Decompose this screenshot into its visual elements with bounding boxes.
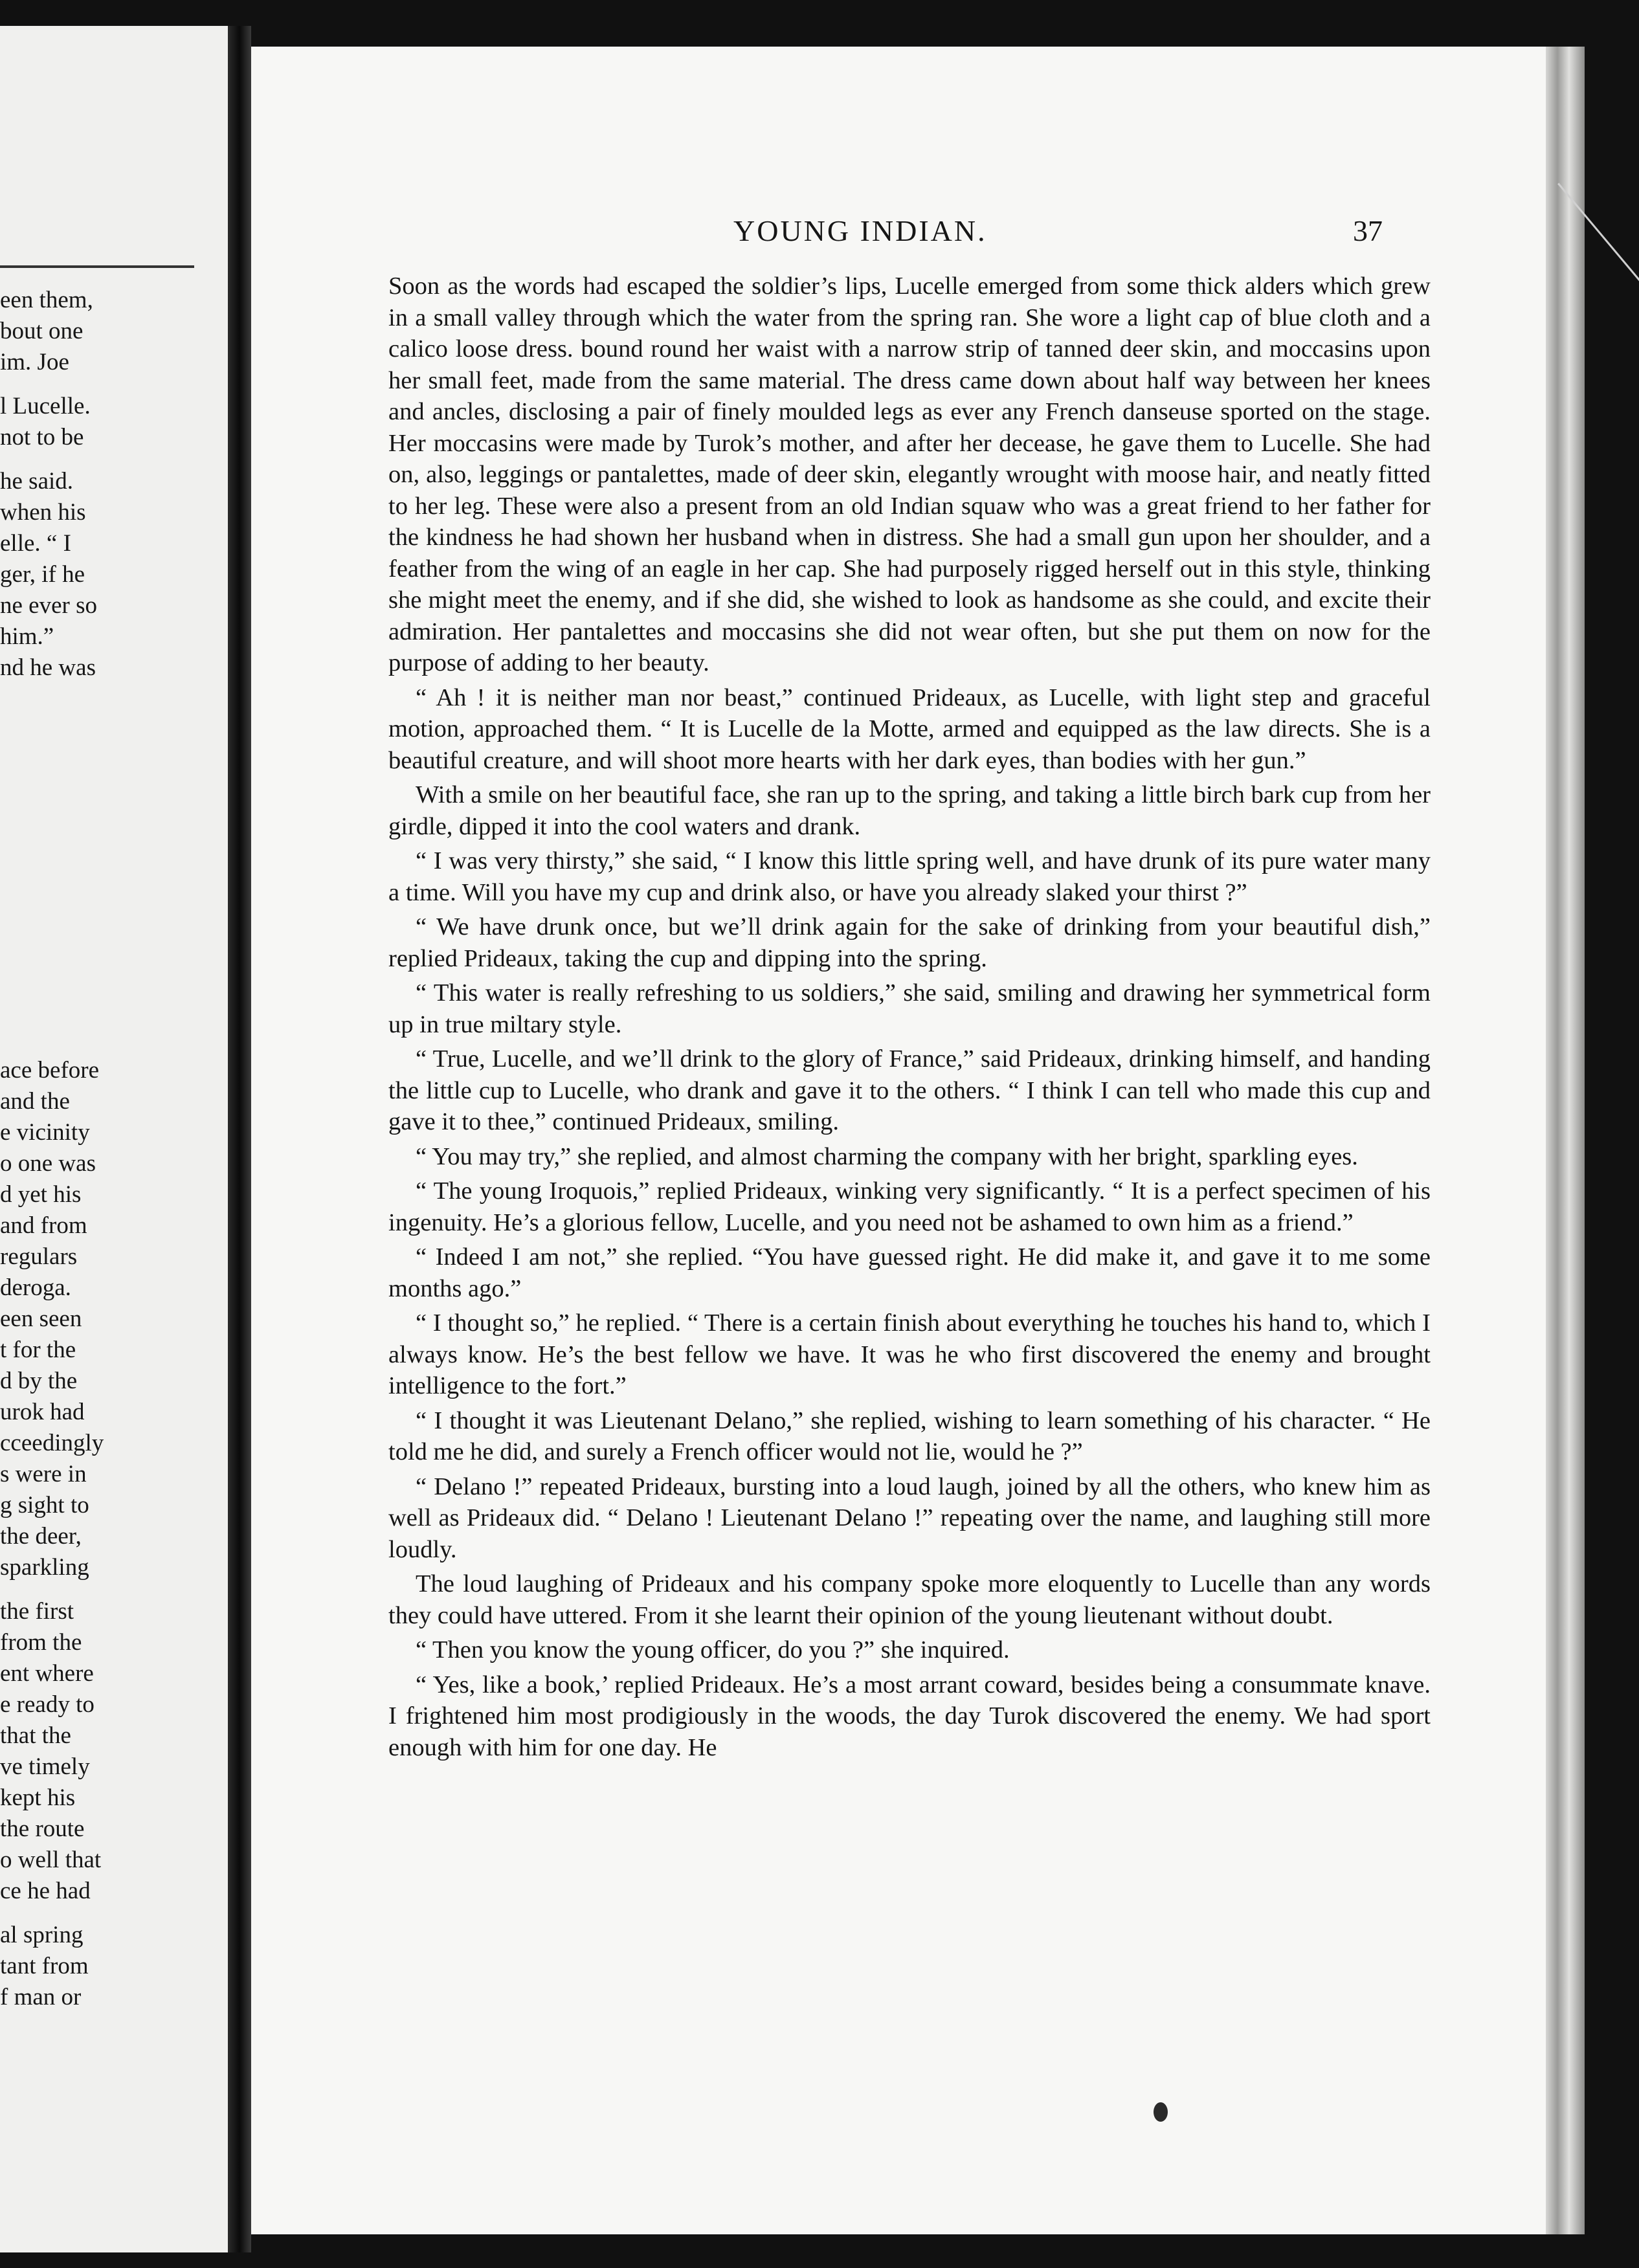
facing-page-line: cceedingly bbox=[0, 1430, 104, 1456]
page-stack-edge bbox=[1546, 47, 1585, 2234]
ink-blemish bbox=[1154, 2102, 1168, 2122]
page-header bbox=[251, 214, 1546, 259]
facing-page-line: ce he had bbox=[0, 1878, 91, 1904]
facing-page-line: e ready to bbox=[0, 1691, 95, 1718]
paragraph: “ Delano !” repeated Prideaux, bursting into a loud laugh, joined by all the others, who knew him as well as Prideaux did. “ Delano ! Lieutenant Delano !” repeating over the name, and laughing still more loudly. bbox=[388, 1473, 1431, 1563]
paragraph: “ I thought it was Lieutenant Delano,” she replied, wishing to learn something of his character. “ He told me he did, and surely a French officer would not lie, would he ?” bbox=[388, 1406, 1431, 1465]
facing-page-line: that the bbox=[0, 1722, 71, 1749]
facing-page-line: he said. bbox=[0, 468, 74, 495]
paragraph: “ The young Iroquois,” replied Prideaux, winking very significantly. “ It is a perfect specimen of his ingenuity. He’s a glorious fellow, Lucelle, and you need not be ashamed to own him as a friend.” bbox=[388, 1177, 1431, 1236]
facing-page-line: g sight to bbox=[0, 1492, 89, 1518]
paragraph: “ Then you know the young officer, do you ?” she inquired. bbox=[416, 1636, 1010, 1663]
facing-page-header-rule bbox=[0, 265, 194, 268]
paragraph: “ You may try,” she replied, and almost charming the company with her bright, sparkling eyes. bbox=[416, 1142, 1358, 1170]
facing-page-line: the deer, bbox=[0, 1523, 82, 1550]
facing-page-line: o well that bbox=[0, 1847, 102, 1873]
facing-page-line: urok had bbox=[0, 1399, 85, 1425]
facing-page-line: s were in bbox=[0, 1461, 87, 1487]
facing-page-line: from the bbox=[0, 1629, 82, 1656]
facing-page-line: o one was bbox=[0, 1150, 96, 1177]
facing-page-line: kept his bbox=[0, 1784, 76, 1811]
running-head: YOUNG INDIAN. bbox=[733, 214, 987, 247]
facing-page-line: al spring bbox=[0, 1922, 84, 1948]
facing-page-line: ne ever so bbox=[0, 592, 97, 619]
facing-page-line: the first bbox=[0, 1598, 74, 1625]
facing-page-line: t for the bbox=[0, 1337, 76, 1363]
page-number: 37 bbox=[1353, 214, 1383, 247]
facing-page-line: d yet his bbox=[0, 1181, 82, 1208]
facing-page-fragment bbox=[0, 26, 228, 2252]
paragraph: “ True, Lucelle, and we’ll drink to the glory of France,” said Prideaux, drinking himself, and handing the little cup to Lucelle, who drank and gave it to the others. “ I think I can tell who made this cup and gave it to thee,” continued Prideaux, smiling. bbox=[388, 1045, 1431, 1135]
paragraph: Soon as the words had escaped the soldier’s lips, Lucelle emerged from some thick alders which grew in a small valley through which the water from the spring ran. She wore a light cap of blue cloth and a calico loose dress. bound round her waist with a narrow strip of tanned deer skin, and moccasins upon her small feet, made from the same material. The dress came down about half way between her knees and ancles, disclosing a pair of finely moulded legs as ever any French danseuse sported on the stage. Her moccasins were made by Turok’s mother, and after her decease, he gave them to Lucelle. She had on, also, leggings or pantalettes, made of deer skin, elegantly wrought with moose hair, and neatly fitted to her leg. These were also a present from an old Indian squaw who was a great friend to her father for the kindness he had shown her husband when in distress. She had a small gun upon her shoulder, and a feather from the wing of an eagle in her cap. She had purposely rigged herself out in this style, thinking she might meet the enemy, and if she did, she wished to look as handsome as she could, and excite their admiration. Her pantalettes and moccasins she did not wear often, but she put them on now for the purpose of adding to her beauty. bbox=[388, 272, 1431, 676]
facing-page-line: and the bbox=[0, 1088, 70, 1115]
paragraph: “ I thought so,” he replied. “ There is a certain finish about everything he touches his hand to, which I always know. He’s the best fellow we have. It was he who first discovered the enemy and brought intelligence to the fort.” bbox=[388, 1309, 1431, 1399]
facing-page-line: the route bbox=[0, 1816, 85, 1842]
paragraph: “ We have drunk once, but we’ll drink again for the sake of drinking from your beautiful dish,” replied Prideaux, taking the cup and dipping into the spring. bbox=[388, 913, 1431, 972]
facing-page-line: when his bbox=[0, 499, 86, 526]
facing-page-line: im. Joe bbox=[0, 349, 69, 375]
facing-page-line: regulars bbox=[0, 1243, 78, 1270]
paragraph: “ I was very thirsty,” she said, “ I know this little spring well, and have drunk of its pure water many a time. Will you have my cup and drink also, or have you already slaked your thirst ?” bbox=[388, 847, 1431, 906]
facing-page-line: nd he was bbox=[0, 654, 96, 681]
body-text bbox=[388, 271, 1431, 1763]
paragraph: “ Indeed I am not,” she replied. “You have guessed right. He did make it, and gave it to me some months ago.” bbox=[388, 1243, 1431, 1302]
paragraph: “ Yes, like a book,’ replied Prideaux. He’s a most arrant coward, besides being a consummate knave. I frightened him most prodigiously in the woods, the day Turok discovered the enemy. We had sport enough with him for one day. He bbox=[388, 1671, 1431, 1761]
facing-page-line: bout one bbox=[0, 318, 84, 344]
paragraph: “ This water is really refreshing to us soldiers,” she said, smiling and drawing her symmetrical form up in true miltary style. bbox=[388, 979, 1431, 1038]
facing-page-line: l Lucelle. bbox=[0, 393, 91, 419]
facing-page-line: tant from bbox=[0, 1953, 89, 1979]
facing-page-line: him.” bbox=[0, 623, 54, 650]
facing-page-line: ent where bbox=[0, 1660, 94, 1687]
facing-page-line: not to be bbox=[0, 424, 84, 450]
book-gutter bbox=[228, 26, 251, 2252]
facing-page-line: een seen bbox=[0, 1306, 82, 1332]
facing-page-line: deroga. bbox=[0, 1274, 71, 1301]
facing-page-line: ger, if he bbox=[0, 561, 85, 588]
paragraph: With a smile on her beautiful face, she ran up to the spring, and taking a little birch bark cup from her girdle, dipped it into the cool waters and drank. bbox=[388, 781, 1431, 840]
facing-page-line: sparkling bbox=[0, 1554, 89, 1581]
facing-page-line: and from bbox=[0, 1212, 87, 1239]
facing-page-line: ace before bbox=[0, 1057, 100, 1084]
paragraph: “ Ah ! it is neither man nor beast,” continued Prideaux, as Lucelle, with light step and graceful motion, approached them. “ It is Lucelle de la Motte, armed and equipped as the law directs. She is a beautiful creature, and will shoot more hearts with her dark eyes, than bodies with her gun.” bbox=[388, 684, 1431, 774]
facing-page-line: f man or bbox=[0, 1984, 82, 2010]
facing-page-line: een them, bbox=[0, 287, 93, 313]
facing-page-line: elle. “ I bbox=[0, 530, 71, 557]
paragraph: The loud laughing of Prideaux and his company spoke more eloquently to Lucelle than any words they could have uttered. From it she learnt their opinion of the young lieutenant without doubt. bbox=[388, 1570, 1431, 1629]
facing-page-line: d by the bbox=[0, 1368, 78, 1394]
facing-page-line: e vicinity bbox=[0, 1119, 90, 1146]
facing-page-line: ve timely bbox=[0, 1753, 90, 1780]
